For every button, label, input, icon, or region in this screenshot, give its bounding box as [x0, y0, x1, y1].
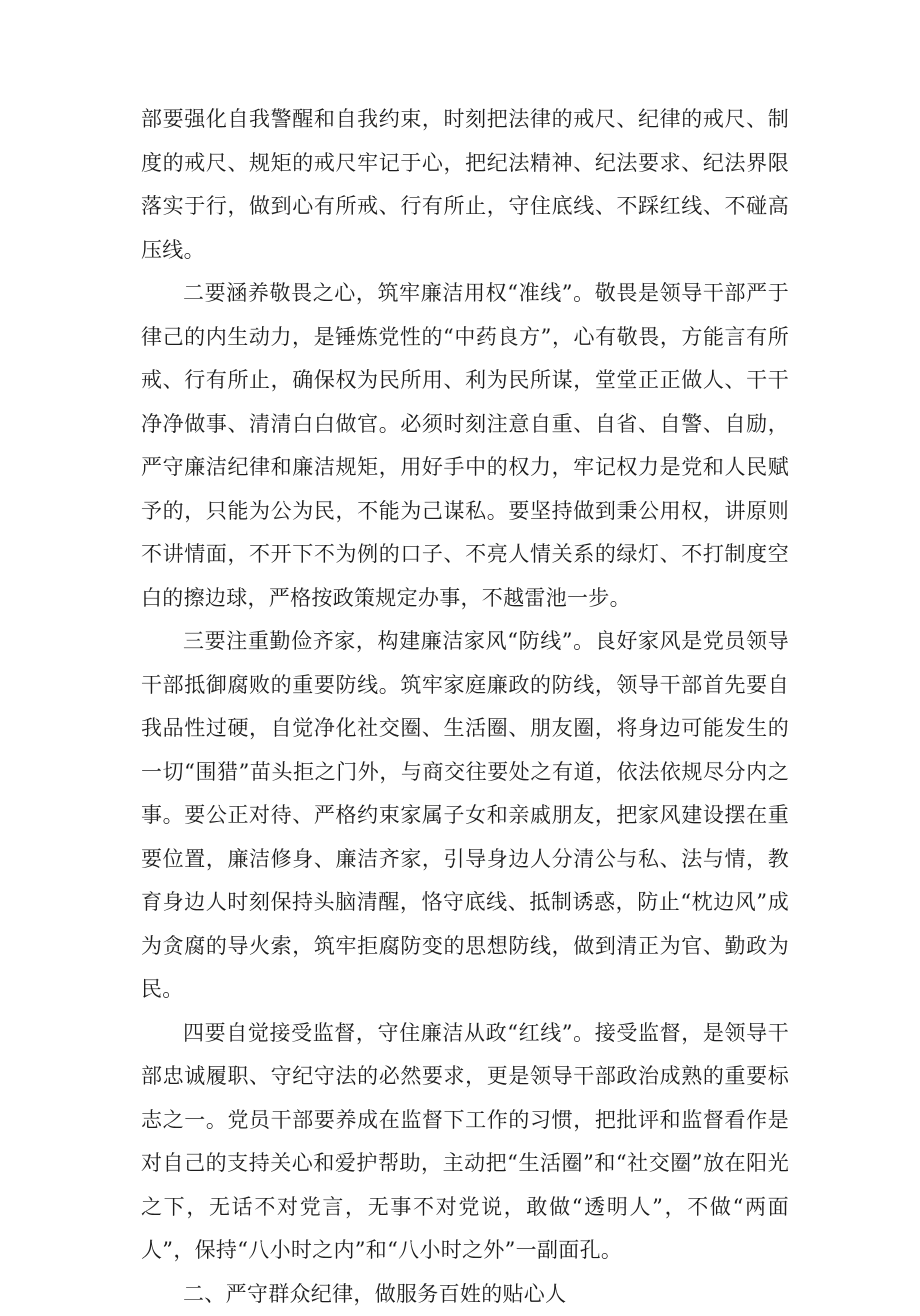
- paragraph-supervision: 四要自觉接受监督，守住廉洁从政“红线”。接受监督，是领导干部忠诚履职、守纪守法的必然要求，更是领导干部政治成熟的重要标志之一。党员干部要养成在监督下工作的习惯，把批评和监督看作是对自己的支持关心和爱护帮助，主动把“生活圈”和“社交圈”放在阳光之下，无话不对党言，无事不对党说，敢做“透明人”，不做“两面人”，保持“八小时之内”和“八小时之外”一副面孔。: [141, 1012, 789, 1273]
- document-body: [141, 98, 789, 1316]
- paragraph-continuation: 部要强化自我警醒和自我约束，时刻把法律的戒尺、纪律的戒尺、制度的戒尺、规矩的戒尺牢记于心，把纪法精神、纪法要求、纪法界限落实于行，做到心有所戒、行有所止，守住底线、不踩红线、不碰高压线。: [141, 98, 789, 272]
- paragraph-family: 三要注重勤俭齐家，构建廉洁家风“防线”。良好家风是党员领导干部抵御腐败的重要防线。筑牢家庭廉政的防线，领导干部首先要自我品性过硬，自觉净化社交圈、生活圈、朋友圈，将身边可能发生的一切“围猎”苗头拒之门外，与商交往要处之有道，依法依规尽分内之事。要公正对待、严格约束家属子女和亲戚朋友，把家风建设摆在重要位置，廉洁修身、廉洁齐家，引导身边人分清公与私、法与情，教育身边人时刻保持头脑清醒，恪守底线、抵制诱惑，防止“枕边风”成为贪腐的导火索，筑牢拒腐防变的思想防线，做到清正为官、勤政为民。: [141, 620, 789, 1012]
- section-heading: 二、严守群众纪律，做服务百姓的贴心人: [141, 1273, 789, 1316]
- paragraph-awe: 二要涵养敬畏之心，筑牢廉洁用权“准线”。敬畏是领导干部严于律己的内生动力，是锤炼党性的“中药良方”，心有敬畏，方能言有所戒、行有所止，确保权为民所用、利为民所谋，堂堂正正做人、干干净净做事、清清白白做官。必须时刻注意自重、自省、自警、自励，严守廉洁纪律和廉洁规矩，用好手中的权力，牢记权力是党和人民赋予的，只能为公为民，不能为己谋私。要坚持做到秉公用权，讲原则不讲情面，不开下不为例的口子、不亮人情关系的绿灯、不打制度空白的擦边球，严格按政策规定办事，不越雷池一步。: [141, 272, 789, 620]
